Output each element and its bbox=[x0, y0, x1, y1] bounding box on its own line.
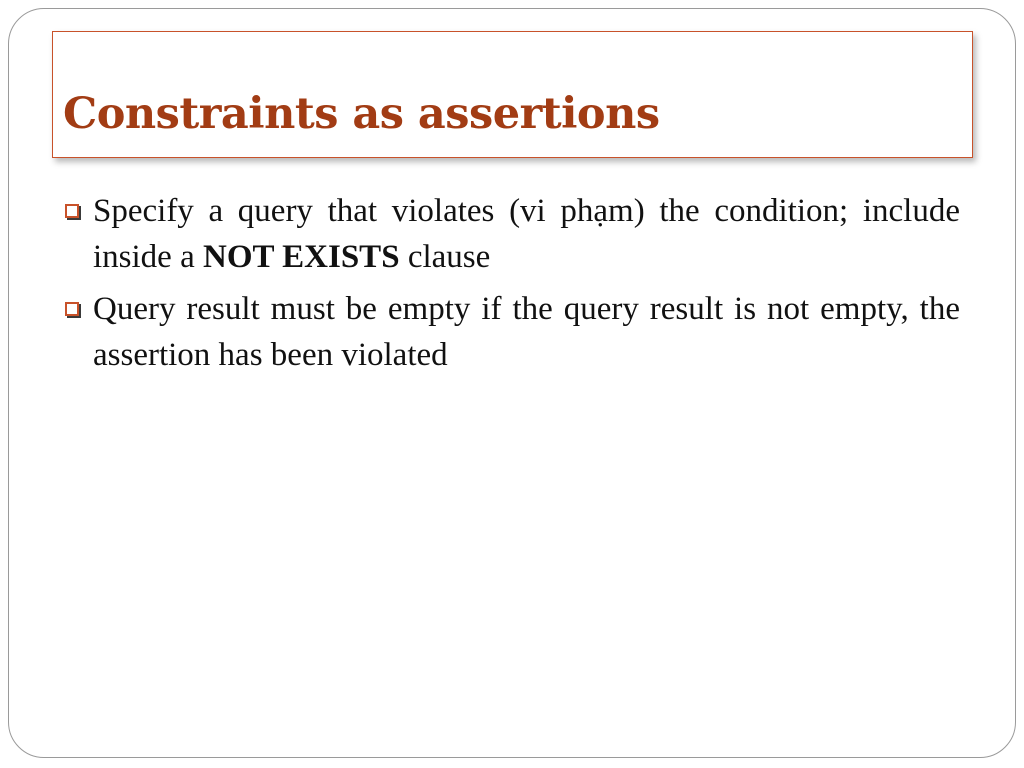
title-box bbox=[52, 31, 973, 158]
bullet-item bbox=[62, 188, 960, 280]
hollow-square-bullet-icon bbox=[65, 204, 79, 218]
bullet-text: Query result must be empty if the query result is not empty, the assertion has been violated bbox=[93, 291, 960, 373]
slide-title: Constraints as assertions bbox=[63, 89, 660, 139]
bullet-bold-text: NOT EXISTS bbox=[202, 239, 400, 275]
bullet-text: Specify a query that violates (vi phạm) the condition; include inside a bbox=[93, 193, 960, 275]
hollow-square-bullet-icon bbox=[65, 302, 79, 316]
bullet-list bbox=[62, 188, 960, 384]
bullet-text-end: clause bbox=[399, 239, 491, 275]
bullet-item bbox=[62, 286, 960, 378]
